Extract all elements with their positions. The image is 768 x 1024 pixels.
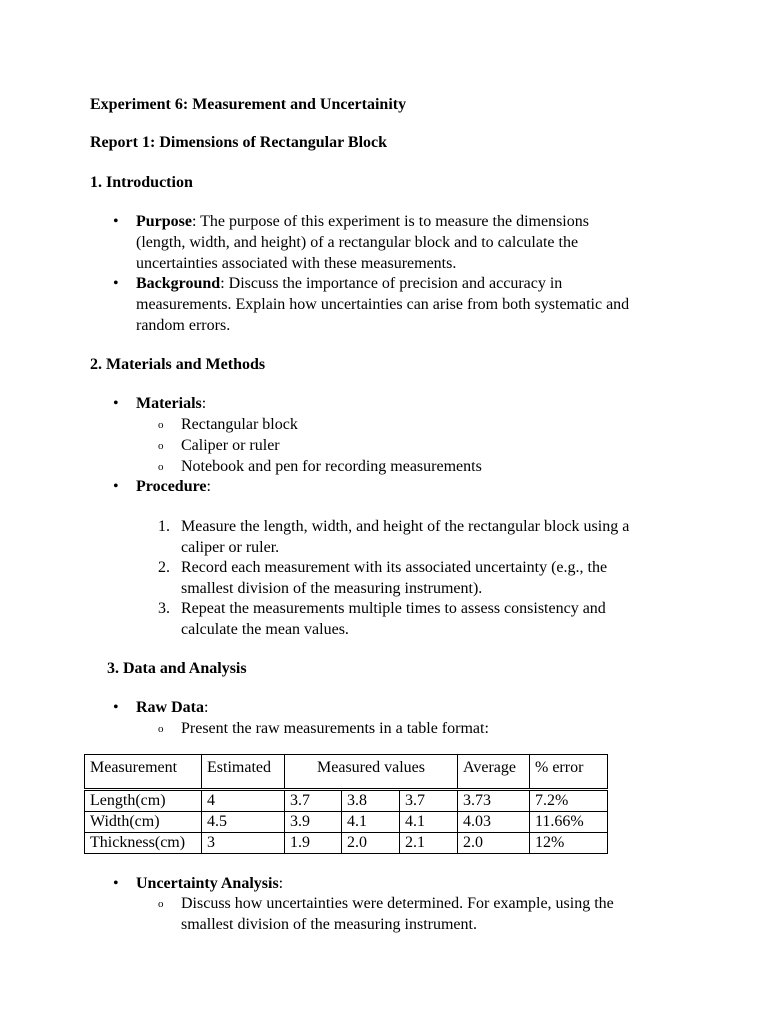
raw-data-label: Raw Data: xyxy=(136,699,209,716)
section-data-heading: 3. Data and Analysis xyxy=(107,660,247,677)
purpose-line-2: (length, width, and height) of a rectangular block and to calculate the xyxy=(136,234,579,251)
cell: Width(cm) xyxy=(85,812,202,833)
material-item: Notebook and pen for recording measurements xyxy=(181,458,482,475)
cell: 11.66% xyxy=(530,812,608,833)
cell: 3.73 xyxy=(458,790,530,812)
bullet-raw-data: • xyxy=(113,699,119,716)
cell: Thickness(cm) xyxy=(85,833,202,854)
sub-bullet: o xyxy=(158,440,164,452)
background-line-2: measurements. Explain how uncertainties can arise from both systematic and xyxy=(136,296,630,313)
materials-label: Materials: xyxy=(136,395,207,412)
table-row xyxy=(85,833,608,854)
sub-bullet: o xyxy=(158,461,164,473)
step-number: 2. xyxy=(158,559,170,576)
step-line: Repeat the measurements multiple times to assess consistency and xyxy=(181,600,606,617)
uncertainty-label: Uncertainty Analysis: xyxy=(136,875,284,892)
cell: 12% xyxy=(530,833,608,854)
cell: 3.8 xyxy=(342,790,400,812)
purpose-line-3: uncertainties associated with these measurements. xyxy=(136,255,457,272)
step-line: caliper or ruler. xyxy=(181,539,280,556)
material-item: Rectangular block xyxy=(181,416,298,433)
cell: 4.1 xyxy=(400,812,458,833)
cell: 4.1 xyxy=(342,812,400,833)
procedure-label: Procedure: xyxy=(136,478,211,495)
cell: 2.0 xyxy=(458,833,530,854)
report-title: Report 1: Dimensions of Rectangular Block xyxy=(90,134,388,151)
uncertainty-line: Discuss how uncertainties were determined. For example, using the xyxy=(181,895,614,912)
sub-bullet: o xyxy=(158,723,164,735)
section-introduction-heading: 1. Introduction xyxy=(90,174,193,191)
step-line: Measure the length, width, and height of the rectangular block using a xyxy=(181,518,630,535)
sub-bullet: o xyxy=(158,419,164,431)
step-line: calculate the mean values. xyxy=(181,621,349,638)
table-row xyxy=(85,812,608,833)
cell: 3.7 xyxy=(285,790,342,812)
cell: 3.7 xyxy=(400,790,458,812)
header-average: Average xyxy=(458,755,530,790)
uncertainty-line: smallest division of the measuring instrument. xyxy=(181,916,477,933)
material-item: Caliper or ruler xyxy=(181,437,280,454)
step-number: 3. xyxy=(158,600,170,617)
header-estimated: Estimated xyxy=(202,755,285,790)
document-title: Experiment 6: Measurement and Uncertainity xyxy=(90,96,407,113)
cell: 4.03 xyxy=(458,812,530,833)
cell: 2.0 xyxy=(342,833,400,854)
bullet-materials: • xyxy=(113,395,119,412)
cell: 4 xyxy=(202,790,285,812)
section-materials-heading: 2. Materials and Methods xyxy=(90,356,266,373)
bullet-uncertainty: • xyxy=(113,875,119,892)
header-percent-error: % error xyxy=(530,755,608,790)
bullet-purpose: • xyxy=(113,213,119,230)
background-line-3: random errors. xyxy=(136,317,231,334)
sub-bullet: o xyxy=(158,898,164,910)
cell: Length(cm) xyxy=(85,790,202,812)
table-header-row xyxy=(85,755,608,790)
cell: 1.9 xyxy=(285,833,342,854)
step-number: 1. xyxy=(158,518,170,535)
cell: 3.9 xyxy=(285,812,342,833)
cell: 4.5 xyxy=(202,812,285,833)
purpose-line-1: Purpose: The purpose of this experiment is to measure the dimensions xyxy=(136,213,589,230)
background-line-1: Background: Discuss the importance of precision and accuracy in xyxy=(136,275,563,292)
cell: 3 xyxy=(202,833,285,854)
step-line: Record each measurement with its associated uncertainty (e.g., the xyxy=(181,559,608,576)
table-row xyxy=(85,790,608,812)
header-measured-values: Measured values xyxy=(285,755,458,790)
measurement-table xyxy=(84,754,608,854)
header-measurement: Measurement xyxy=(85,755,202,790)
raw-data-instruction: Present the raw measurements in a table format: xyxy=(181,720,489,737)
cell: 2.1 xyxy=(400,833,458,854)
bullet-background: • xyxy=(113,275,119,292)
cell: 7.2% xyxy=(530,790,608,812)
step-line: smallest division of the measuring instrument). xyxy=(181,580,483,597)
bullet-procedure: • xyxy=(113,478,119,495)
